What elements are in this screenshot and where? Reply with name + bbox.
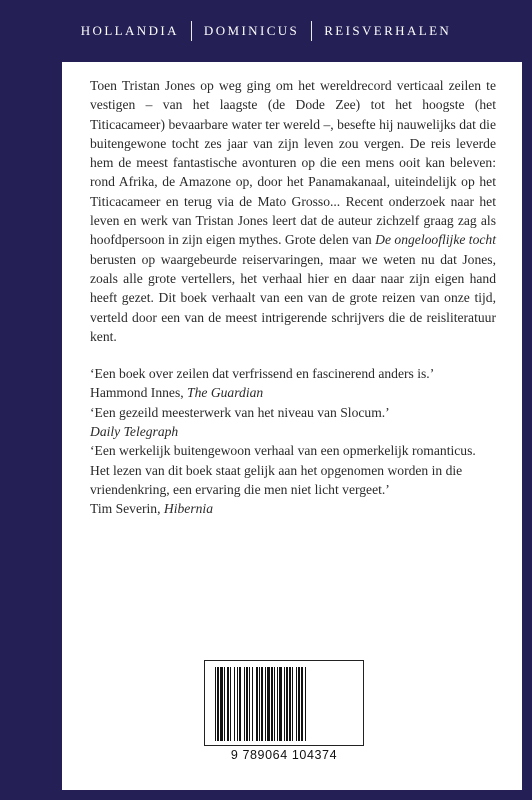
- barcode-bar: [244, 667, 245, 741]
- blurb-text-part2: berusten op waargebeurde reiservaringen, maar we weten nu dat Jones, zoals alle grote vertellers, het verhaal hier en daar naar zijn eigen hand heeft gezet. Dit boek verhaalt van een van de grote reizen van onze tijd, verteld door een van de meest intrigerende schrijvers die de reisliteratuur kent.: [90, 251, 496, 344]
- barcode-bar: [259, 667, 260, 741]
- series-publisher: HOLLANDIA: [80, 23, 179, 38]
- barcode-bar: [220, 667, 223, 741]
- quote-text: ‘Een gezeild meesterwerk van het niveau van Slocum.’: [90, 404, 390, 420]
- quote-source: [90, 422, 496, 441]
- barcode-bar: [237, 667, 238, 741]
- quote-author: Tim Severin,: [90, 501, 164, 517]
- header-divider: [191, 21, 192, 41]
- blurb-text-part1: Toen Tristan Jones op weg ging om het wereldrecord verticaal zeilen te vestigen – van het laagste (de Dode Zee) tot het hoogste (het Titicacameer) bevaarbare water ter wereld –, besefte hij nauwelijks dat die buitengewone tocht zes jaar van zijn leven zou vergen. De reis leverde hem de meest fantastische avonturen op die een mens ooit kan beleven: rond Afrika, de Amazone op, door het Panamakanaal, uiteindelijk op het Titicacameer en terug via de Mato Grosso... Recent onderzoek naar het leven en werk van Tristan Jones leert dat de auteur zichzelf graag zag als hoofdpersoon in zijn eigen mythes. Grote delen van: [90, 78, 496, 248]
- barcode-frame: [204, 660, 364, 746]
- barcode-bar: [277, 667, 278, 741]
- back-cover-panel: [62, 62, 522, 790]
- barcode-bar: [284, 667, 285, 741]
- barcode-bar: [267, 667, 270, 741]
- barcode-bar: [305, 667, 306, 741]
- quote-publication: Hibernia: [163, 501, 213, 517]
- series-name: DOMINICUS: [203, 23, 300, 38]
- barcode-bar: [265, 667, 266, 741]
- barcode-bar: [230, 667, 231, 741]
- barcode-bar: [296, 667, 297, 741]
- barcode-bar: [274, 667, 275, 741]
- barcode-bar: [261, 667, 263, 741]
- quote-author: Hammond Innes,: [90, 385, 188, 401]
- barcode-bar: [279, 667, 282, 741]
- review-quote: [90, 403, 496, 442]
- barcode-bar: [286, 667, 288, 741]
- blurb-content: [90, 76, 496, 519]
- barcode-bars: [205, 661, 363, 745]
- barcode-bar: [224, 667, 225, 741]
- barcode-bar: [289, 667, 291, 741]
- isbn-number: 9 789064 104374: [230, 748, 338, 762]
- header-divider: [311, 21, 312, 41]
- barcode-bar: [249, 667, 250, 741]
- isbn-barcode: [204, 660, 364, 765]
- quote-text: ‘Een boek over zeilen dat verfrissend en fascinerend anders is.’: [90, 366, 435, 382]
- barcode-bar: [227, 667, 229, 741]
- barcode-bar: [239, 667, 241, 741]
- review-quote: [90, 364, 496, 403]
- barcode-bar: [252, 667, 253, 741]
- barcode-bar: [234, 667, 235, 741]
- barcode-bar: [301, 667, 303, 741]
- quote-text: ‘Een werkelijk buitengewoon verhaal van een opmerkelijk romanticus. Het lezen van dit boek staat gelijk aan het opgenomen worden in die vriendenkring, een ervaring die men niet licht vergeet.’: [90, 443, 476, 497]
- barcode-bar: [256, 667, 258, 741]
- barcode-bar: [217, 667, 219, 741]
- quote-source: [90, 383, 496, 402]
- quote-publication: Daily Telegraph: [90, 424, 179, 440]
- blurb-paragraph: [90, 76, 496, 346]
- barcode-bar: [271, 667, 273, 741]
- barcode-bar: [298, 667, 300, 741]
- book-title: De ongelooflijke tocht: [375, 232, 496, 248]
- series-genre: REISVERHALEN: [324, 23, 452, 38]
- quote-publication: The Guardian: [187, 385, 264, 401]
- review-quote: [90, 441, 496, 518]
- barcode-bar: [246, 667, 248, 741]
- barcode-bar: [292, 667, 293, 741]
- quote-source: [90, 499, 496, 518]
- series-header: [0, 0, 532, 62]
- barcode-bar: [215, 667, 216, 741]
